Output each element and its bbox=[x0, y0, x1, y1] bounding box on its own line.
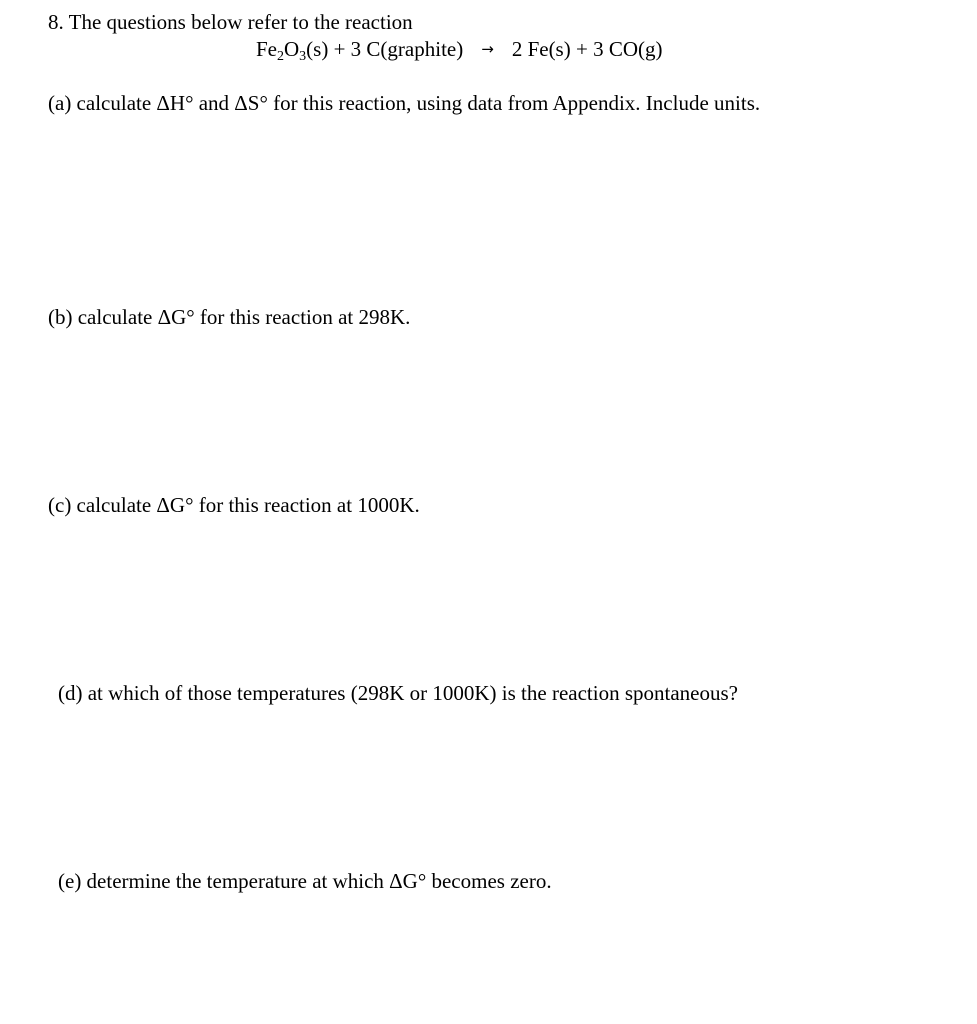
question-part-c: (c) calculate ΔG° for this reaction at 1000K. bbox=[48, 493, 420, 517]
reactant-fe2o3-oxygen: O bbox=[284, 37, 300, 61]
reaction-arrow-icon: → bbox=[481, 40, 494, 58]
reactant-fe2o3-prefix: Fe bbox=[256, 37, 277, 61]
subscript-3: 3 bbox=[299, 49, 307, 64]
reactants-remainder: (s) + 3 C(graphite) bbox=[306, 37, 464, 61]
question-part-d: (d) at which of those temperatures (298K or 1000K) is the reaction spontaneous? bbox=[58, 681, 738, 705]
question-part-e: (e) determine the temperature at which ΔG° becomes zero. bbox=[58, 869, 552, 893]
question-heading: 8. The questions below refer to the reaction bbox=[48, 10, 413, 34]
question-part-a: (a) calculate ΔH° and ΔS° for this reaction, using data from Appendix. Include units. bbox=[48, 91, 761, 115]
reaction-equation bbox=[256, 37, 663, 64]
subscript-2: 2 bbox=[277, 49, 284, 64]
reaction-products: 2 Fe(s) + 3 CO(g) bbox=[511, 37, 663, 61]
question-part-b: (b) calculate ΔG° for this reaction at 298K. bbox=[48, 305, 411, 329]
